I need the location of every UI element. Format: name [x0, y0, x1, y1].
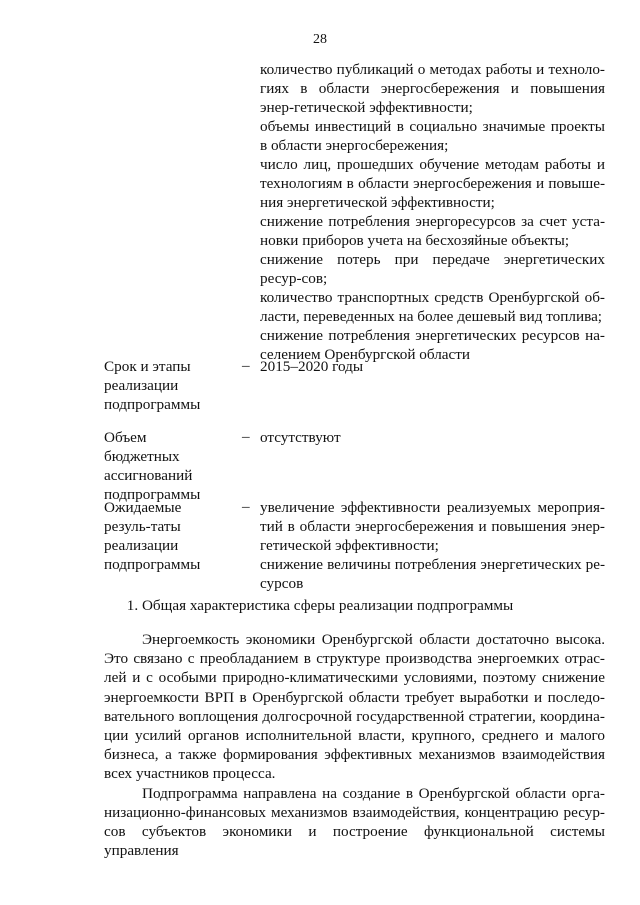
row-label: Объем бюджетных ассигнований подпрограммы	[104, 429, 201, 503]
indicator-item: объемы инвестиций в социально значимые проекты в области энергосбережения;	[260, 118, 605, 154]
row-dash: –	[242, 428, 250, 445]
indicator-item: снижение потребления энергетических ресурсов на-селением Оренбургской области	[260, 327, 605, 363]
indicator-item: снижение потерь при передаче энергетических ресур-сов;	[260, 251, 605, 287]
row-value-text: снижение величины потребления энергетических ре-сурсов	[260, 556, 605, 592]
row-value-text: 2015–2020 годы	[260, 358, 364, 375]
row-value-text: увеличение эффективности реализуемых мероприя-тий в области энергосбережения и повышения энер-гетической эффективности;	[260, 499, 605, 554]
indicator-item: число лиц, прошедших обучение методам работы и технологиям в области энергосбережения и повыше-ния энергетической эффективности;	[260, 156, 605, 211]
row-dash: –	[242, 357, 250, 374]
row-label: Ожидаемые резуль-таты реализации подпрограммы	[104, 499, 201, 573]
page-number: 28	[313, 32, 327, 47]
body-paragraph: Подпрограмма направлена на создание в Оренбургской области орга-низационно-финансовых механизмов взаимодействия, концентрацию ресур-сов субъектов экономики и построение функциональной системы управления	[104, 784, 605, 860]
body-text	[104, 630, 605, 860]
row-value	[260, 428, 605, 447]
row-label: Срок и этапы реализации подпрограммы	[104, 358, 201, 413]
row-value	[260, 498, 605, 593]
indicator-item: снижение потребления энергоресурсов за счет уста-новки приборов учета на бесхозяйные объекты;	[260, 213, 605, 249]
row-value	[260, 357, 605, 376]
row-dash: –	[242, 498, 250, 515]
indicator-item: количество публикаций о методах работы и техноло-гиях в области энергосбережения и повышения энер-гетической эффективности;	[260, 61, 605, 116]
body-paragraph: Энергоемкость экономики Оренбургской области достаточно высока. Это связано с преобладанием в структуре производства энергоемких отрас-лей и с особыми природно-климатическими условиями, поэтому снижение энергоемкости ВРП в Оренбургской области требует выработки и последо-вательного воплощения долгосрочной государственной стратегии, координа-ции усилий органов исполнительной власти, крупного, среднего и малого бизнеса, а также формирования эффективных механизмов взаимодействия всех участников процесса.	[104, 631, 605, 783]
section-heading: 1. Общая характеристика сферы реализации подпрограммы	[126, 597, 514, 614]
indicator-item: количество транспортных средств Оренбургской об-ласти, переведенных на более дешевый вид топлива;	[260, 289, 605, 325]
row-value-text: отсутствуют	[260, 429, 341, 446]
indicators-list	[260, 60, 605, 364]
